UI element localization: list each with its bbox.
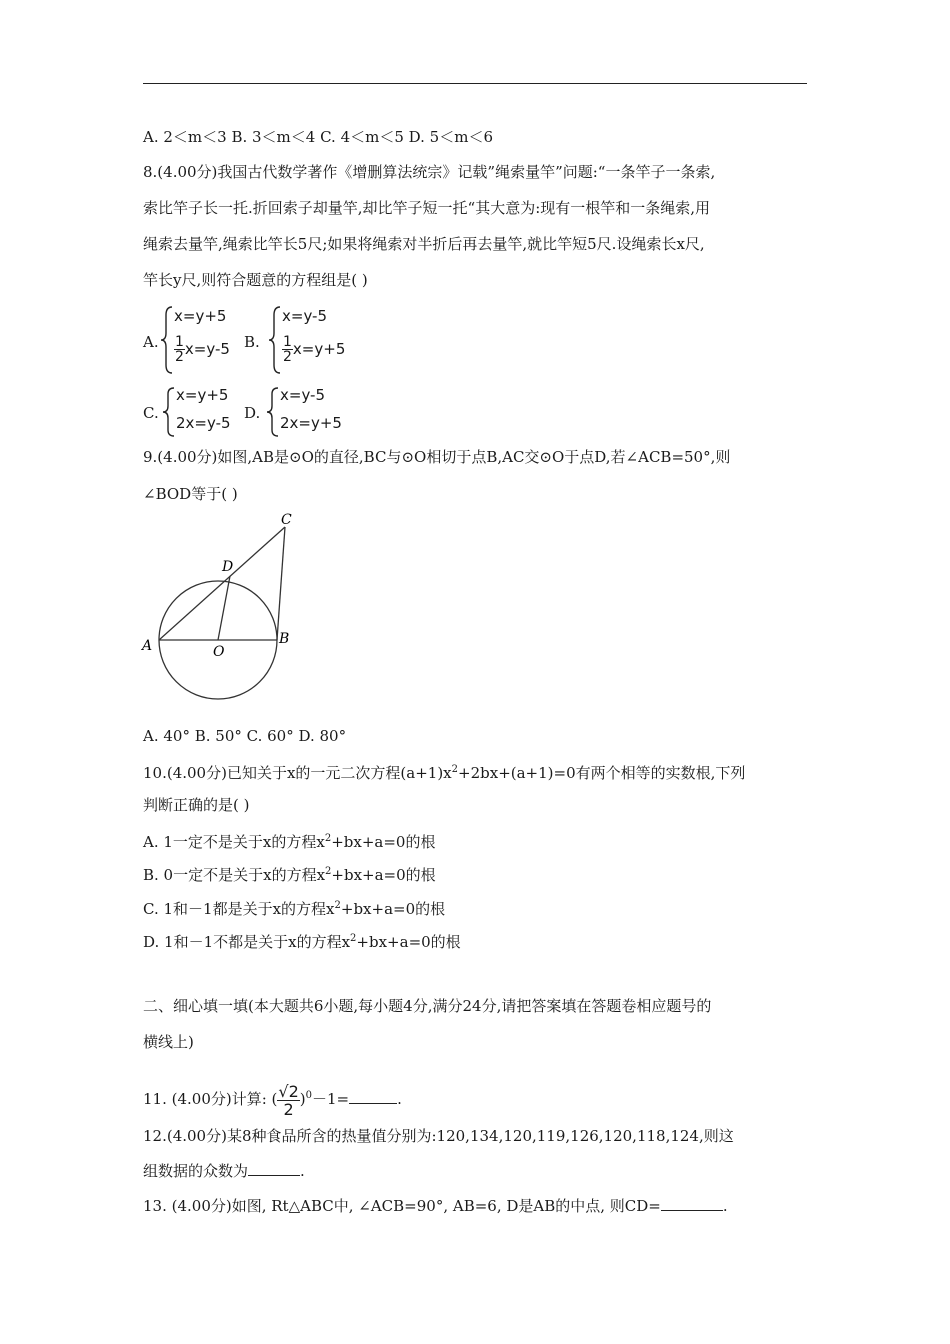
q8-option-b-eq2: x=y+5 bbox=[292, 340, 346, 358]
q10-line-1-text: 10.(4.00分)已知关于x的一元二次方程(a+1)x bbox=[143, 764, 452, 782]
superscript: 2 bbox=[350, 933, 357, 944]
q11: 11. (4.00分)计算: ( $\frac{√2}{2}$ )$^0$－1= . bbox=[143, 1081, 402, 1119]
option-text: C. 1和－1都是关于x的方程x bbox=[143, 900, 335, 918]
option-text-end: +bx+a=0的根 bbox=[340, 900, 446, 918]
q13-line-1 bbox=[143, 1196, 728, 1216]
superscript: 2 bbox=[334, 900, 341, 911]
brace-icon bbox=[268, 305, 282, 375]
q10-option-a bbox=[143, 829, 435, 852]
answer-blank[interactable] bbox=[248, 1161, 300, 1176]
q8-option-b-eq1: x=y-5 bbox=[282, 307, 328, 325]
q7-options: A. 2＜m＜3 B. 3＜m＜4 C. 4＜m＜5 D. 5＜m＜6 bbox=[143, 128, 493, 146]
option-text-end: +bx+a=0的根 bbox=[331, 833, 436, 851]
q8-option-a-label: A. bbox=[143, 333, 159, 351]
q8-option-c-eq2: 2x=y-5 bbox=[176, 414, 231, 432]
q8-option-d-system bbox=[280, 386, 360, 438]
brace-icon bbox=[160, 305, 174, 375]
q11-text-end: －1= bbox=[312, 1090, 350, 1108]
period: . bbox=[722, 1197, 728, 1215]
point-a-label: A bbox=[142, 638, 153, 654]
superscript: 2 bbox=[324, 833, 332, 844]
q12-line-2 bbox=[143, 1161, 305, 1181]
q8-line-4: 竿长y尺,则符合题意的方程组是( ) bbox=[143, 271, 368, 289]
answer-blank[interactable] bbox=[349, 1089, 397, 1104]
q10-line-2: 判断正确的是( ) bbox=[143, 796, 250, 814]
point-b-label: B bbox=[279, 631, 290, 647]
q9-options: A. 40° B. 50° C. 60° D. 80° bbox=[143, 727, 347, 745]
fraction-numerator: √2 bbox=[278, 1081, 299, 1101]
q13-text: 13. (4.00分)如图, Rt△ABC中, ∠ACB=90°, AB=6, D是AB的中点, 则CD= bbox=[143, 1197, 661, 1215]
superscript: 2 bbox=[325, 866, 332, 877]
q8-option-c-eq1: x=y+5 bbox=[176, 386, 229, 404]
q8-option-a-eq1: x=y+5 bbox=[174, 307, 227, 325]
header-rule bbox=[143, 83, 807, 84]
point-o-label: O bbox=[213, 644, 225, 660]
q8-option-c-label: C. bbox=[143, 404, 159, 422]
q8-line-3: 绳索去量竿,绳索比竿长5尺;如果将绳索对半折后再去量竿,就比竿短5尺.设绳索长x尺, bbox=[143, 235, 705, 253]
q10-option-b bbox=[143, 862, 436, 885]
option-text: D. 1和－1不都是关于x的方程x bbox=[143, 933, 351, 951]
fraction-numerator: 1 bbox=[175, 334, 184, 350]
q8-option-b-fraction bbox=[282, 335, 293, 364]
brace-icon bbox=[266, 386, 280, 438]
point-c-label: C bbox=[281, 512, 292, 528]
option-text-end: +bx+a=0的根 bbox=[356, 933, 461, 951]
fraction-denominator: 2 bbox=[283, 349, 292, 365]
q8-option-d-eq2: 2x=y+5 bbox=[280, 414, 342, 432]
q8-option-d-label: D. bbox=[244, 404, 261, 422]
q8-option-b-system bbox=[282, 305, 372, 375]
q10-line-1 bbox=[143, 760, 745, 783]
tangent-bc bbox=[277, 527, 285, 640]
period: . bbox=[397, 1090, 402, 1108]
q9-line-2: ∠BOD等于( ) bbox=[143, 485, 238, 503]
q8-line-2: 索比竿子长一托.折回索子却量竿,却比竿子短一托“其大意为:现有一根竿和一条绳索,用 bbox=[143, 199, 711, 217]
superscript: 2 bbox=[451, 764, 459, 775]
q8-option-a-fraction bbox=[174, 335, 185, 364]
section-2-heading-line-1: 二、细心填一填(本大题共6小题,每小题4分,满分24分,请把答案填在答题卷相应题号的 bbox=[143, 997, 712, 1015]
answer-blank[interactable] bbox=[661, 1196, 723, 1211]
point-d-label: D bbox=[222, 559, 234, 575]
superscript: 0 bbox=[305, 1090, 313, 1101]
option-text: A. 1一定不是关于x的方程x bbox=[143, 833, 325, 851]
q8-option-d-eq1: x=y-5 bbox=[280, 386, 326, 404]
q9-line-1: 9.(4.00分)如图,AB是⊙O的直径,BC与⊙O相切于点B,AC交⊙O于点D,若∠ACB=50°,则 bbox=[143, 448, 731, 466]
q8-option-a-eq2: x=y-5 bbox=[184, 340, 230, 358]
option-text: B. 0一定不是关于x的方程x bbox=[143, 866, 326, 884]
brace-icon bbox=[162, 386, 176, 438]
q10-option-c bbox=[143, 896, 445, 919]
q10-line-1-text-end: +2bx+(a+1)=0有两个相等的实数根,下列 bbox=[458, 764, 746, 782]
fraction-denominator: 2 bbox=[283, 1099, 294, 1119]
q8-option-b-label: B. bbox=[244, 333, 260, 351]
q8-line-1: 8.(4.00分)我国古代数学著作《增删算法统宗》记载”绳索量竿”问题:“一条竿子一条索, bbox=[143, 163, 716, 181]
section-2-heading-line-2: 横线上) bbox=[143, 1033, 194, 1051]
q11-fraction bbox=[277, 1083, 299, 1118]
q12-line-1: 12.(4.00分)某8种食品所含的热量值分别为:120,134,120,119,126,120,118,124,则这 bbox=[143, 1127, 734, 1145]
period: . bbox=[300, 1162, 305, 1180]
fraction-denominator: 2 bbox=[175, 349, 184, 365]
q10-option-d bbox=[143, 929, 461, 952]
fraction-numerator: 1 bbox=[283, 334, 292, 350]
option-text-end: +bx+a=0的根 bbox=[331, 866, 436, 884]
q12-text: 组数据的众数为 bbox=[143, 1162, 249, 1180]
q11-text: 11. (4.00分)计算: ( bbox=[143, 1090, 278, 1108]
segment-ac bbox=[159, 527, 285, 640]
q9-geometry-figure bbox=[138, 505, 308, 705]
